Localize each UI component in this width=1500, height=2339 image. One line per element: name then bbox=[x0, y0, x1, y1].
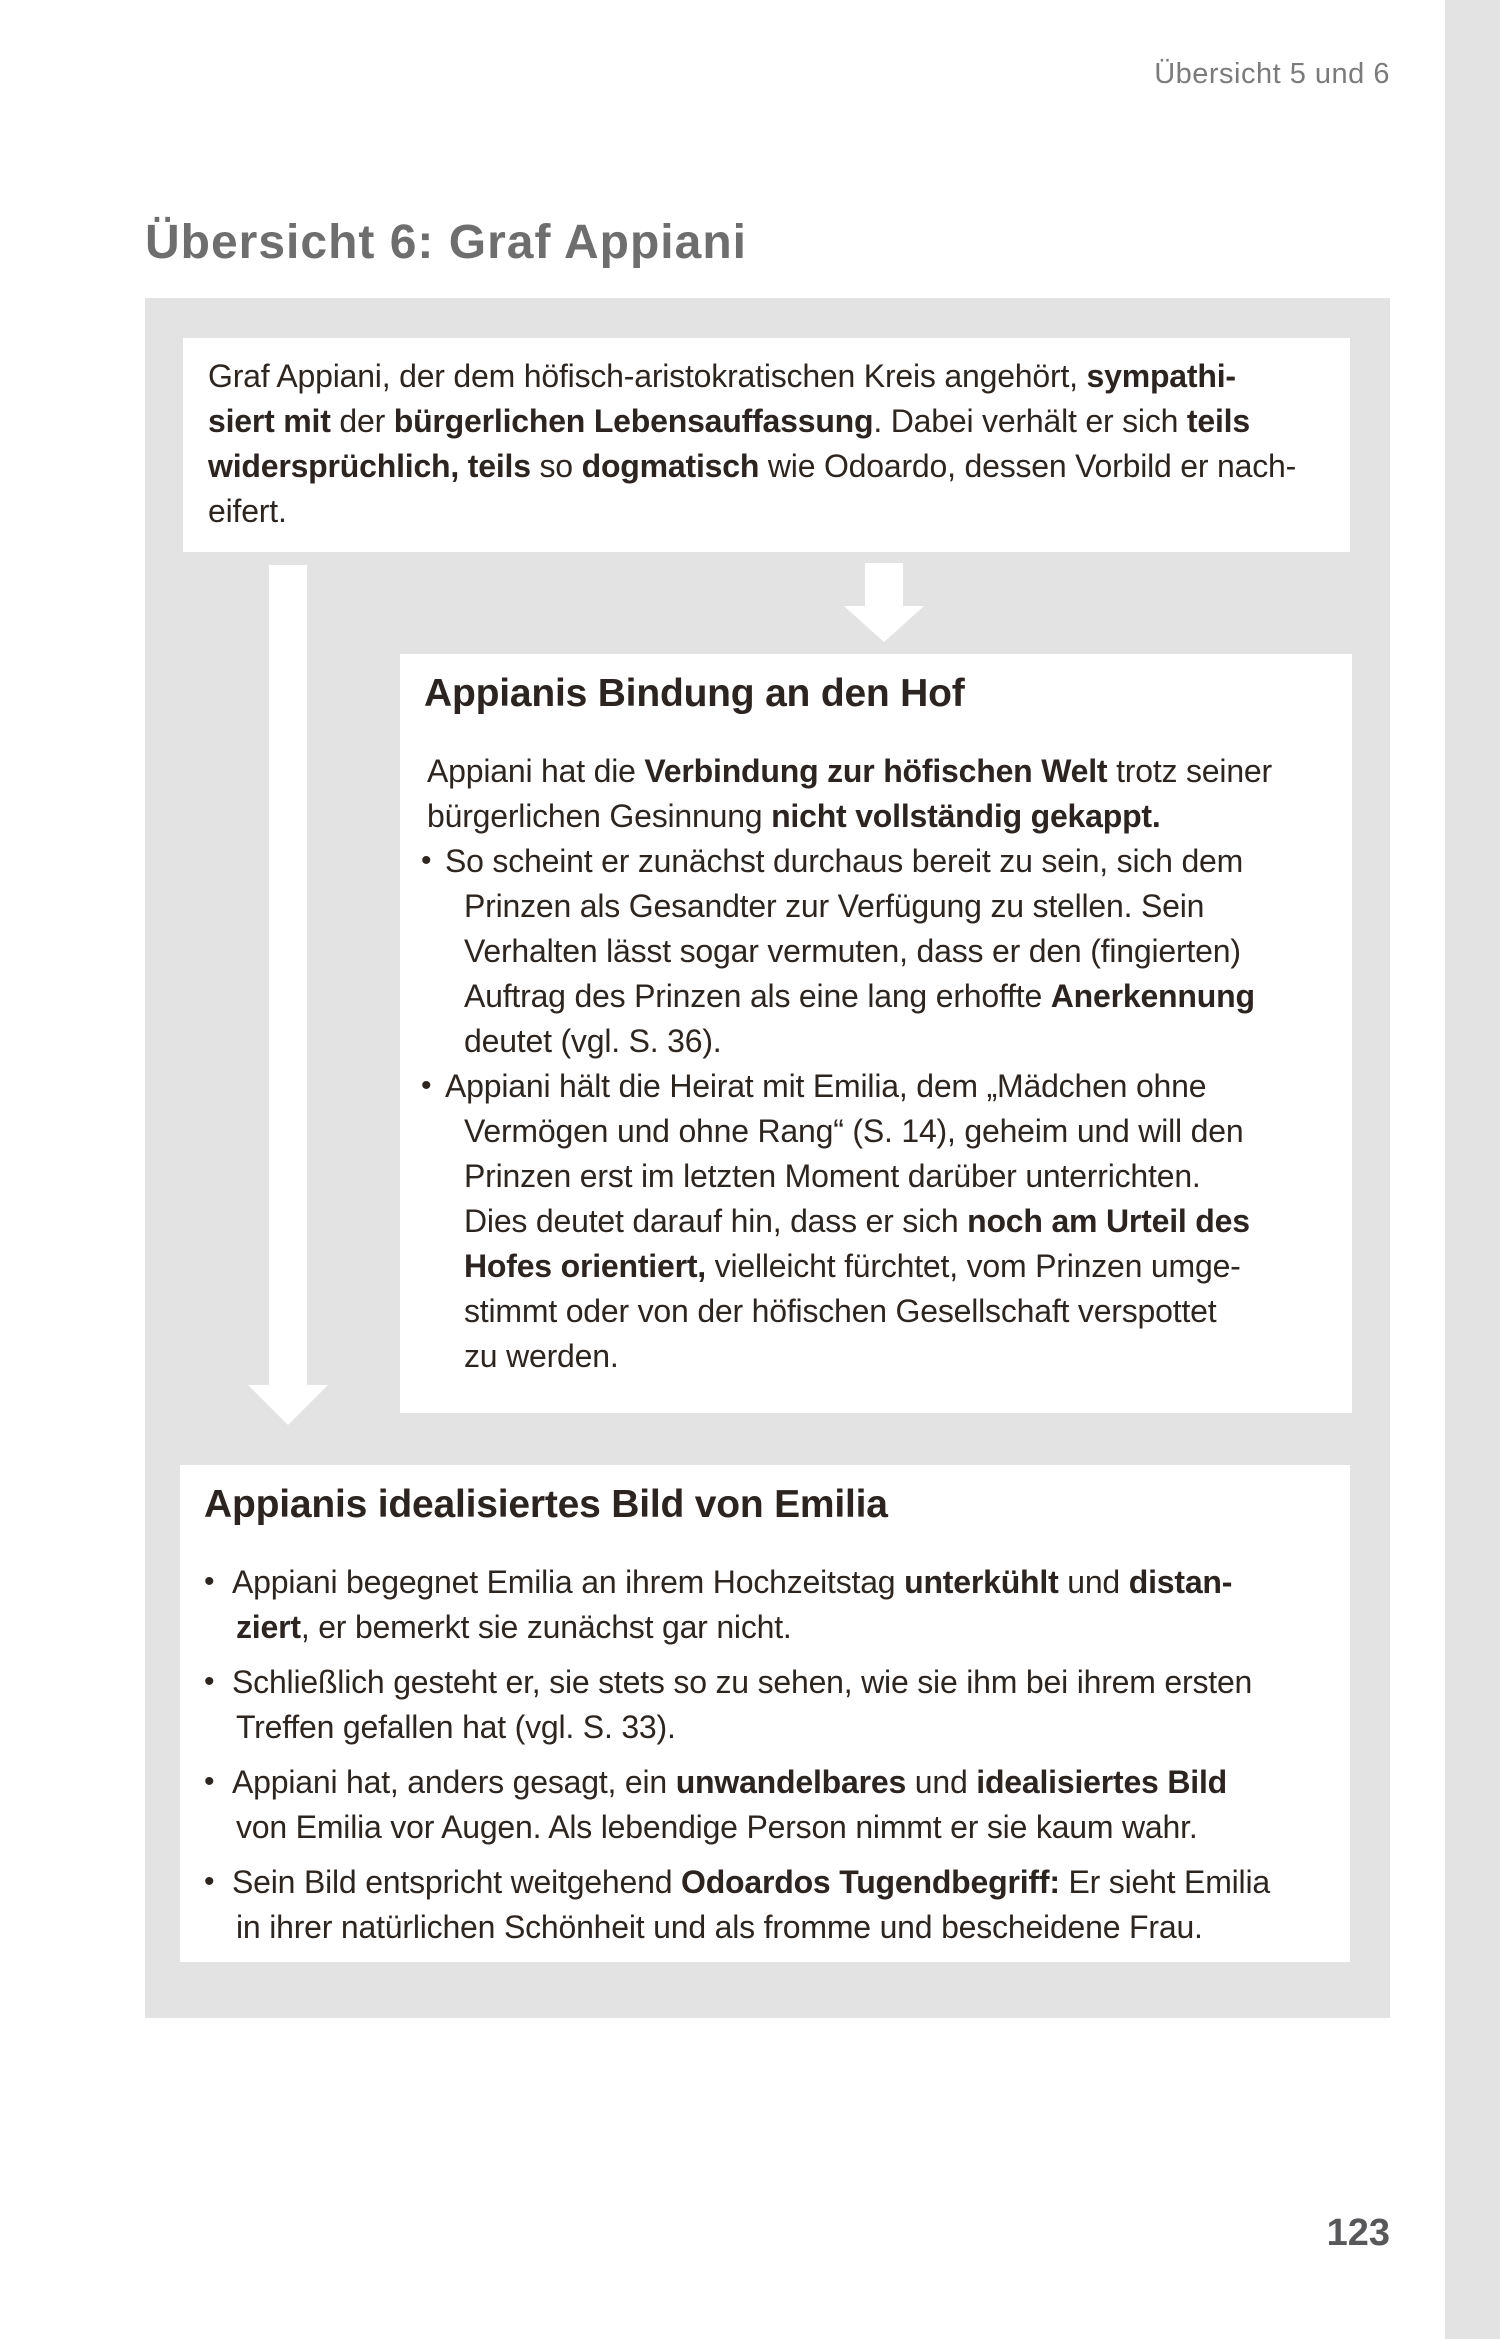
text-line bbox=[183, 354, 1350, 399]
text-run: Schließlich gesteht er, sie stets so zu sehen, wie sie ihm bei ihrem ersten bbox=[232, 1664, 1253, 1700]
card-body bbox=[400, 749, 1352, 1379]
text-run: Appiani hält die Heirat mit Emilia, dem „Mädchen ohne bbox=[445, 1068, 1207, 1104]
text-run: Appiani begegnet Emilia an ihrem Hochzeitstag bbox=[232, 1564, 905, 1600]
text-run: Sein Bild entspricht weitgehend bbox=[232, 1864, 681, 1900]
card-bindung-an-den-hof bbox=[400, 654, 1352, 1413]
text-line bbox=[180, 1560, 1350, 1605]
text-run: stimmt oder von der höfischen Gesellschaft verspottet bbox=[464, 1293, 1217, 1329]
running-head: Übersicht 5 und 6 bbox=[1154, 58, 1390, 90]
text-line bbox=[180, 1660, 1350, 1705]
bold-text-run: Odoardos Tugendbegriff: bbox=[681, 1864, 1060, 1900]
card-heading: Appianis Bindung an den Hof bbox=[424, 672, 965, 715]
text-run: in ihrer natürlichen Schönheit und als fromme und bescheidene Frau. bbox=[236, 1909, 1203, 1945]
text-line bbox=[180, 1705, 1350, 1750]
text-run: deutet (vgl. S. 36). bbox=[464, 1023, 722, 1059]
text-line bbox=[400, 1064, 1352, 1109]
arrow-head bbox=[844, 606, 924, 642]
bold-text-run: bürgerlichen Lebensauffassung bbox=[393, 403, 874, 439]
bold-text-run: teils bbox=[1186, 403, 1250, 439]
bold-text-run: nicht vollständig gekappt. bbox=[771, 798, 1161, 834]
text-run: . Dabei verhält er sich bbox=[873, 403, 1187, 439]
bold-text-run: Hofes orientiert, bbox=[464, 1248, 706, 1284]
text-run: und bbox=[1058, 1564, 1129, 1600]
bold-text-run: idealisiertes Bild bbox=[976, 1764, 1227, 1800]
text-line bbox=[400, 974, 1352, 1019]
text-line bbox=[400, 1244, 1352, 1289]
text-run: Vermögen und ohne Rang“ (S. 14), geheim und will den bbox=[464, 1113, 1244, 1149]
card-body bbox=[180, 1560, 1350, 1950]
diagram-panel bbox=[145, 298, 1390, 2018]
arrow-head bbox=[248, 1385, 328, 1425]
text-run: und bbox=[906, 1764, 977, 1800]
bold-text-run: unterkühlt bbox=[904, 1564, 1059, 1600]
text-run: Prinzen als Gesandter zur Verfügung zu stellen. Sein bbox=[464, 888, 1205, 924]
text-run: Appiani hat die bbox=[427, 753, 645, 789]
text-line bbox=[400, 1154, 1352, 1199]
text-run: zu werden. bbox=[464, 1338, 619, 1374]
text-run: Dies deutet darauf hin, dass er sich bbox=[464, 1203, 968, 1239]
text-line bbox=[400, 929, 1352, 974]
bullet-marker: • bbox=[421, 1069, 432, 1102]
page-title: Übersicht 6: Graf Appiani bbox=[145, 216, 747, 270]
text-run: vielleicht fürchtet, vom Prinzen umge- bbox=[705, 1248, 1241, 1284]
bold-text-run: siert mit bbox=[208, 403, 331, 439]
intro-text bbox=[183, 354, 1350, 534]
bullet-marker: • bbox=[204, 1565, 215, 1598]
text-run: von Emilia vor Augen. Als lebendige Person nimmt er sie kaum wahr. bbox=[236, 1809, 1198, 1845]
bold-text-run: ziert bbox=[236, 1609, 301, 1645]
text-run: Appiani hat, anders gesagt, ein bbox=[232, 1764, 676, 1800]
text-line bbox=[183, 444, 1350, 489]
bold-text-run: dogmatisch bbox=[581, 448, 760, 484]
text-line bbox=[180, 1860, 1350, 1905]
arrow-shaft bbox=[269, 565, 307, 1387]
card-heading: Appianis idealisiertes Bild von Emilia bbox=[204, 1483, 888, 1526]
text-line bbox=[180, 1905, 1350, 1950]
text-line bbox=[400, 749, 1352, 794]
text-run: bürgerlichen Gesinnung bbox=[427, 798, 772, 834]
text-run: Prinzen erst im letzten Moment darüber unterrichten. bbox=[464, 1158, 1201, 1194]
bullet-marker: • bbox=[204, 1665, 215, 1698]
text-run: Graf Appiani, der dem höfisch-aristokratischen Kreis angehört, bbox=[208, 358, 1087, 394]
bold-text-run: widersprüchlich, teils bbox=[208, 448, 531, 484]
bold-text-run: sympathi- bbox=[1086, 358, 1236, 394]
text-run: wie Odoardo, dessen Vorbild er nach- bbox=[759, 448, 1297, 484]
text-line bbox=[180, 1760, 1350, 1805]
text-line bbox=[400, 1109, 1352, 1154]
text-line bbox=[400, 794, 1352, 839]
text-run: Treffen gefallen hat (vgl. S. 33). bbox=[236, 1709, 676, 1745]
text-run: So scheint er zunächst durchaus bereit zu sein, sich dem bbox=[445, 843, 1244, 879]
text-line bbox=[400, 884, 1352, 929]
page-number: 123 bbox=[1326, 2212, 1390, 2254]
bullet-marker: • bbox=[421, 844, 432, 877]
text-line bbox=[400, 1019, 1352, 1064]
bold-text-run: noch am Urteil des bbox=[967, 1203, 1250, 1239]
text-line bbox=[400, 1334, 1352, 1379]
text-line bbox=[183, 489, 1350, 534]
bold-text-run: Anerkennung bbox=[1050, 978, 1255, 1014]
text-line bbox=[180, 1605, 1350, 1650]
text-line bbox=[400, 1289, 1352, 1334]
text-run: so bbox=[530, 448, 582, 484]
bold-text-run: distan- bbox=[1128, 1564, 1233, 1600]
bold-text-run: Verbindung zur höfischen Welt bbox=[644, 753, 1108, 789]
intro-card bbox=[183, 338, 1350, 552]
text-line bbox=[400, 839, 1352, 884]
text-line bbox=[180, 1805, 1350, 1850]
text-run: Er sieht Emilia bbox=[1059, 1864, 1270, 1900]
text-run: eifert. bbox=[208, 493, 287, 529]
bullet-marker: • bbox=[204, 1865, 215, 1898]
right-margin-band bbox=[1445, 0, 1500, 2339]
text-run: Verhalten lässt sogar vermuten, dass er den (fingierten) bbox=[464, 933, 1241, 969]
arrow-shaft bbox=[865, 563, 903, 608]
bullet-marker: • bbox=[204, 1765, 215, 1798]
text-run: , er bemerkt sie zunächst gar nicht. bbox=[300, 1609, 792, 1645]
text-line bbox=[183, 399, 1350, 444]
text-run: Auftrag des Prinzen als eine lang erhoffte bbox=[464, 978, 1051, 1014]
text-run: der bbox=[330, 403, 394, 439]
text-run: trotz seiner bbox=[1107, 753, 1272, 789]
text-line bbox=[400, 1199, 1352, 1244]
bold-text-run: unwandelbares bbox=[675, 1764, 907, 1800]
card-idealisiertes-bild bbox=[180, 1465, 1350, 1962]
